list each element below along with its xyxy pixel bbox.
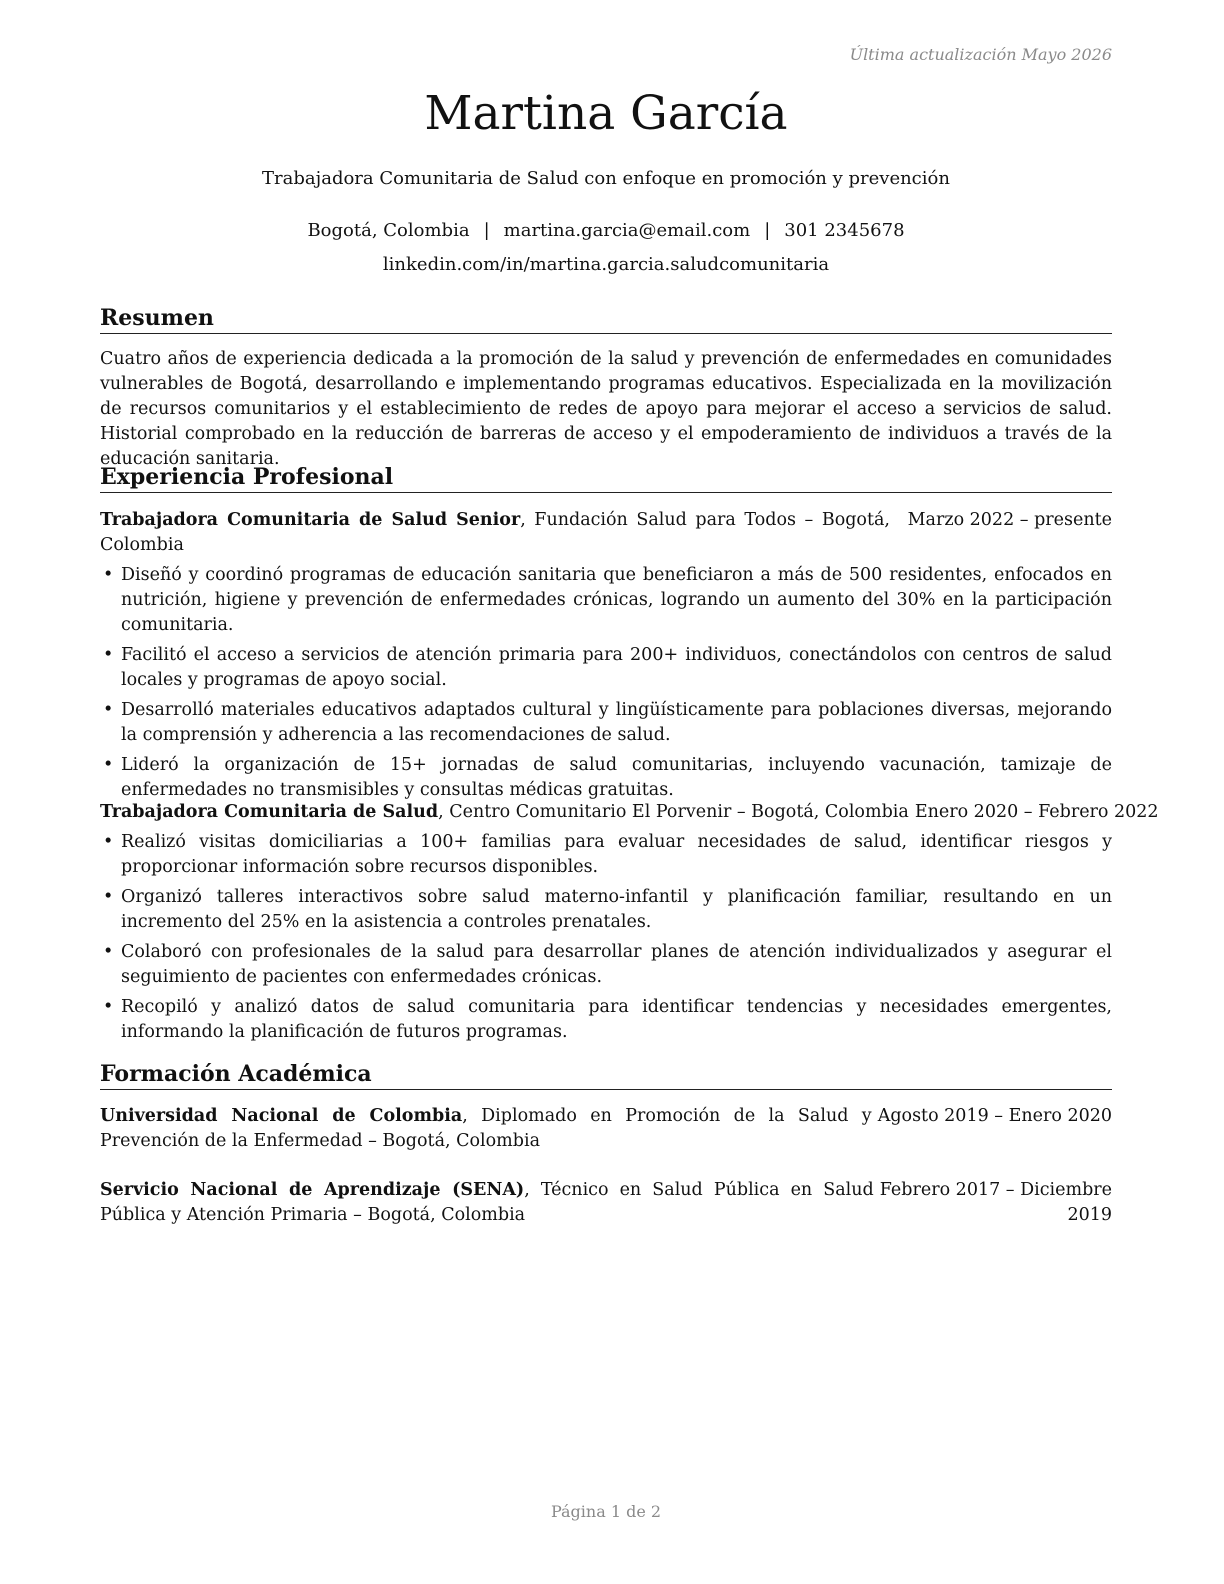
education-entry — [100, 1178, 1112, 1228]
education-dates: Febrero 2017 – Diciembre 2019 — [879, 1180, 1112, 1225]
bullet-icon: • — [103, 942, 114, 962]
candidate-name: Martina García — [424, 86, 788, 141]
job-role: Trabajadora Comunitaria de Salud Senior — [100, 510, 521, 530]
job-entry — [100, 800, 1159, 1050]
education-dates: Agosto 2019 – Enero 2020 — [877, 1106, 1112, 1126]
education-heading — [100, 1178, 874, 1228]
section-title-education: Formación Académica — [100, 1060, 1112, 1090]
location: Bogotá, Colombia — [307, 220, 470, 241]
job-org: , Fundación Salud para Todos – Bogotá, Colombia — [100, 510, 890, 555]
section-title-experience: Experiencia Profesional — [100, 463, 1112, 493]
list-item: • Organizó talleres interactivos sobre salud materno-infantil y planificación familiar, resultando en un incremento del 25% en la asistencia a controles prenatales. — [103, 887, 1112, 932]
summary-text: Cuatro años de experiencia dedicada a la promoción de la salud y prevención de enfermedades en comunidades vulnerables de Bogotá, desarrollando e implementando programas educativos. Especializada en la movilización de recursos comunitarios y el establecimiento de redes de apoyo para mejorar el acceso a servicios de salud. Historial comprobado en la reducción de barreras de acceso y el empoderamiento de individuos a través de la educación sanitaria. — [100, 349, 1112, 469]
list-item: • Facilitó el acceso a servicios de atención primaria para 200+ individuos, conectándolos con centros de salud locales y programas de apoyo social. — [103, 645, 1112, 690]
list-item: • Lideró la organización de 15+ jornadas de salud comunitarias, incluyendo vacunación, tamizaje de enfermedades no transmisibles y consultas médicas gratuitas. — [103, 755, 1112, 800]
list-item: • Diseñó y coordinó programas de educación sanitaria que beneficiaron a más de 500 residentes, enfocados en nutrición, higiene y prevención de enfermedades crónicas, logrando un aumento del 30% en la participación comunitaria. — [103, 565, 1112, 635]
linkedin-link[interactable]: linkedin.com/in/martina.garcia.saludcomunitaria — [382, 254, 830, 275]
section-title-summary: Resumen — [100, 304, 1112, 334]
education-entry — [100, 1104, 1112, 1154]
education-institution: Universidad Nacional de Colombia — [100, 1106, 463, 1126]
list-item: • Desarrolló materiales educativos adaptados cultural y lingüísticamente para poblaciones diversas, mejorando la comprensión y adherencia a las recomendaciones de salud. — [103, 700, 1112, 745]
list-item: • Colaboró con profesionales de la salud para desarrollar planes de atención individualizados y asegurar el seguimiento de pacientes con enfermedades crónicas. — [103, 942, 1112, 987]
page-number: Página 1 de 2 — [550, 1502, 662, 1521]
resume-page — [100, 0, 1159, 1584]
bullet-icon: • — [103, 755, 114, 775]
job-dates: Marzo 2022 – presente — [907, 510, 1112, 530]
education-institution: Servicio Nacional de Aprendizaje (SENA) — [100, 1180, 525, 1200]
education-program: , Diplomado en Promoción de la Salud y Prevención de la Enfermedad – Bogotá, Colombia — [100, 1106, 872, 1151]
phone-number: 301 2345678 — [784, 220, 905, 241]
contact-line — [100, 220, 1112, 241]
job-entry — [100, 508, 1112, 808]
bullet-icon: • — [103, 645, 114, 665]
contact-separator: | — [764, 220, 771, 241]
list-item: • Recopiló y analizó datos de salud comunitaria para identificar tendencias y necesidades emergentes, informando la planificación de futuros programas. — [103, 997, 1112, 1042]
job-role: Trabajadora Comunitaria de Salud — [100, 802, 439, 822]
education-program: , Técnico en Salud Pública en Salud Pública y Atención Primaria – Bogotá, Colombia — [100, 1180, 874, 1225]
bullet-icon: • — [103, 700, 114, 720]
bullet-icon: • — [103, 997, 114, 1017]
job-heading — [100, 508, 890, 558]
job-bullets — [100, 563, 1112, 803]
last-updated: Última actualización Mayo 2026 — [849, 45, 1112, 64]
job-heading — [100, 800, 909, 825]
job-org: , Centro Comunitario El Porvenir – Bogotá, Colombia — [438, 802, 909, 822]
candidate-headline: Trabajadora Comunitaria de Salud con enfoque en promoción y prevención — [262, 168, 950, 189]
job-bullets — [100, 830, 1112, 1045]
bullet-icon: • — [103, 565, 114, 585]
education-heading — [100, 1104, 872, 1154]
bullet-icon: • — [103, 832, 114, 852]
list-item: • Realizó visitas domiciliarias a 100+ familias para evaluar necesidades de salud, identificar riesgos y proporcionar información sobre recursos disponibles. — [103, 832, 1112, 877]
contact-separator: | — [483, 220, 490, 241]
bullet-icon: • — [103, 887, 114, 907]
job-dates: Enero 2020 – Febrero 2022 — [914, 802, 1159, 822]
email-link[interactable]: martina.garcia@email.com — [503, 220, 751, 241]
